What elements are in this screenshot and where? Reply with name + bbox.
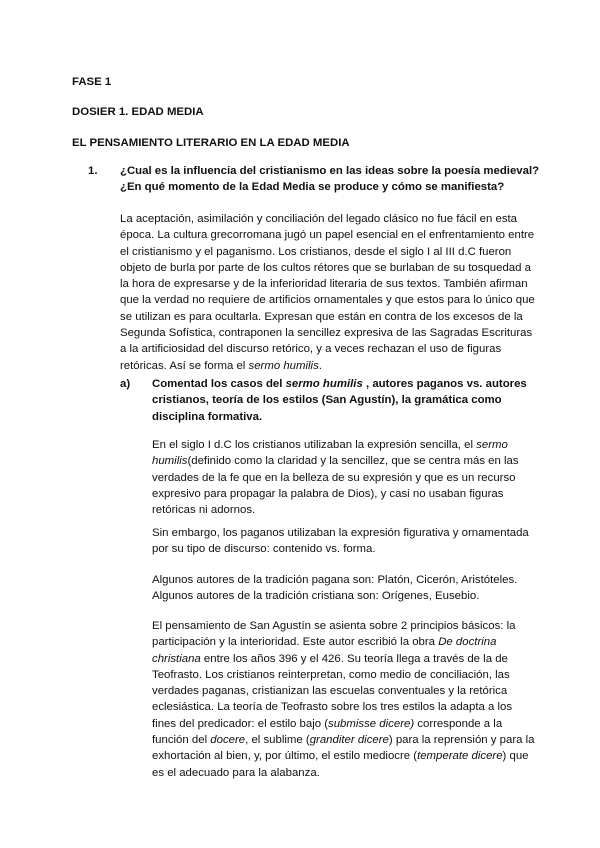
question-number: 1. (88, 165, 98, 177)
subquestion-a-paragraph-2: Sin embargo, los paganos utilizaban la expresión figurativa y ornamentada por su tipo de discurso: contenido vs. forma. (152, 527, 529, 556)
pagan-authors: Algunos autores de la tradición pagana son: Platón, Cicerón, Aristóteles. (152, 574, 518, 586)
p4-part2: entre los años 396 y el 426. Su teoría llega a través de la de Teofrasto. Los cristianos reinterpretan, como medio de conciliación, las verdades paganas, cristianizan las escuelas conventuales y la retórica eclesiástica. La teoría de Teofrasto sobre los tres estilos la adapta a los fines del predicador: el estilo bajo ( (152, 652, 513, 730)
p4-part3: corresponde a la función del (152, 717, 503, 747)
p4-italic2: submisse dicere) (328, 717, 415, 730)
answer-end: . (318, 359, 322, 372)
subquestion-a-paragraph-4 (152, 618, 537, 781)
p4-italic1: De doctrina christiana (152, 636, 497, 665)
dossier-heading: DOSIER 1. EDAD MEDIA (72, 106, 204, 118)
p4-italic4: granditer dicere (309, 734, 389, 747)
p1-part2: (definido como la claridad y la sencillez, que se centra más en las verdades de la fe que en la belleza de su expresión y que es un recurso expresivo para propagar la palabra de Dios), y casi no usaban figuras retóricas ni adornos. (152, 455, 519, 517)
question-1-line1: ¿Cual es la influencia del cristianismo en las ideas sobre la poesía medieval? (120, 165, 540, 177)
p4-part4: , el sublime ( (245, 734, 310, 747)
question-1-line2: ¿En qué momento de la Edad Media se produce y cómo se manifiesta? (120, 181, 505, 194)
subquestion-a-title (152, 376, 532, 425)
christian-authors: Algunos autores de la tradición cristiana son: Orígenes, Eusebio. (152, 590, 480, 603)
p1-italic: sermo humilis (152, 439, 508, 468)
section-title: EL PENSAMIENTO LITERARIO EN LA EDAD MEDIA (72, 137, 350, 149)
answer-text: La aceptación, asimilación y conciliación del legado clásico no fue fácil en esta época. La cultura grecorromana jugó un papel esencial en el enfrentamiento entre el cristianismo y el paganismo. Los cristianos, desde el siglo I al III d.C fueron objeto de burla por parte de los cultos rétores que se burlaban de su tosquedad a la hora de expresarse y de la inferioridad literaria de sus textos. También afirman que la verdad no requiere de artificios ornamentales y que estos para lo único que se utilizan es para ocultarla. Expresan que están en contra de los excesos de la Segunda Sofística, contraponen la sencillez expresiva de las Sagradas Escrituras a la artificiosidad del discurso retórico, y a veces rechazan el uso de figuras retóricas. Así se forma el (120, 213, 535, 372)
subquestion-title-part1: Comentad los casos del (152, 378, 283, 390)
subquestion-letter: a) (120, 378, 131, 390)
p4-part1: El pensamiento de San Agustín se asienta sobre 2 principios básicos: la participación y la interioridad. Este autor escribió la obra (152, 620, 516, 649)
subquestion-title-italic: sermo humilis (285, 378, 363, 390)
answer-italic: sermo humilis (248, 359, 319, 372)
p4-part6: ) que es el adecuado para la alabanza. (152, 750, 529, 779)
p4-italic5: temperate dicere (417, 750, 503, 763)
p4-part5: ) para la reprensión y para la exhortación al bien, y, por último, el estilo mediocre ( (152, 734, 535, 763)
p4-italic3: docere (210, 734, 246, 747)
question-1-answer (120, 211, 535, 374)
subquestion-title-part2: , autores paganos vs. autores cristianos, teoría de los estilos (San Agustín), la gramática como disciplina formativa. (152, 378, 527, 423)
question-1-text (120, 163, 550, 196)
p1-part1: En el siglo I d.C los cristianos utilizaban la expresión sencilla, el (152, 439, 473, 451)
phase-heading: FASE 1 (72, 76, 112, 88)
subquestion-a-paragraph-1 (152, 437, 537, 518)
subquestion-a-paragraph-3 (152, 572, 552, 605)
